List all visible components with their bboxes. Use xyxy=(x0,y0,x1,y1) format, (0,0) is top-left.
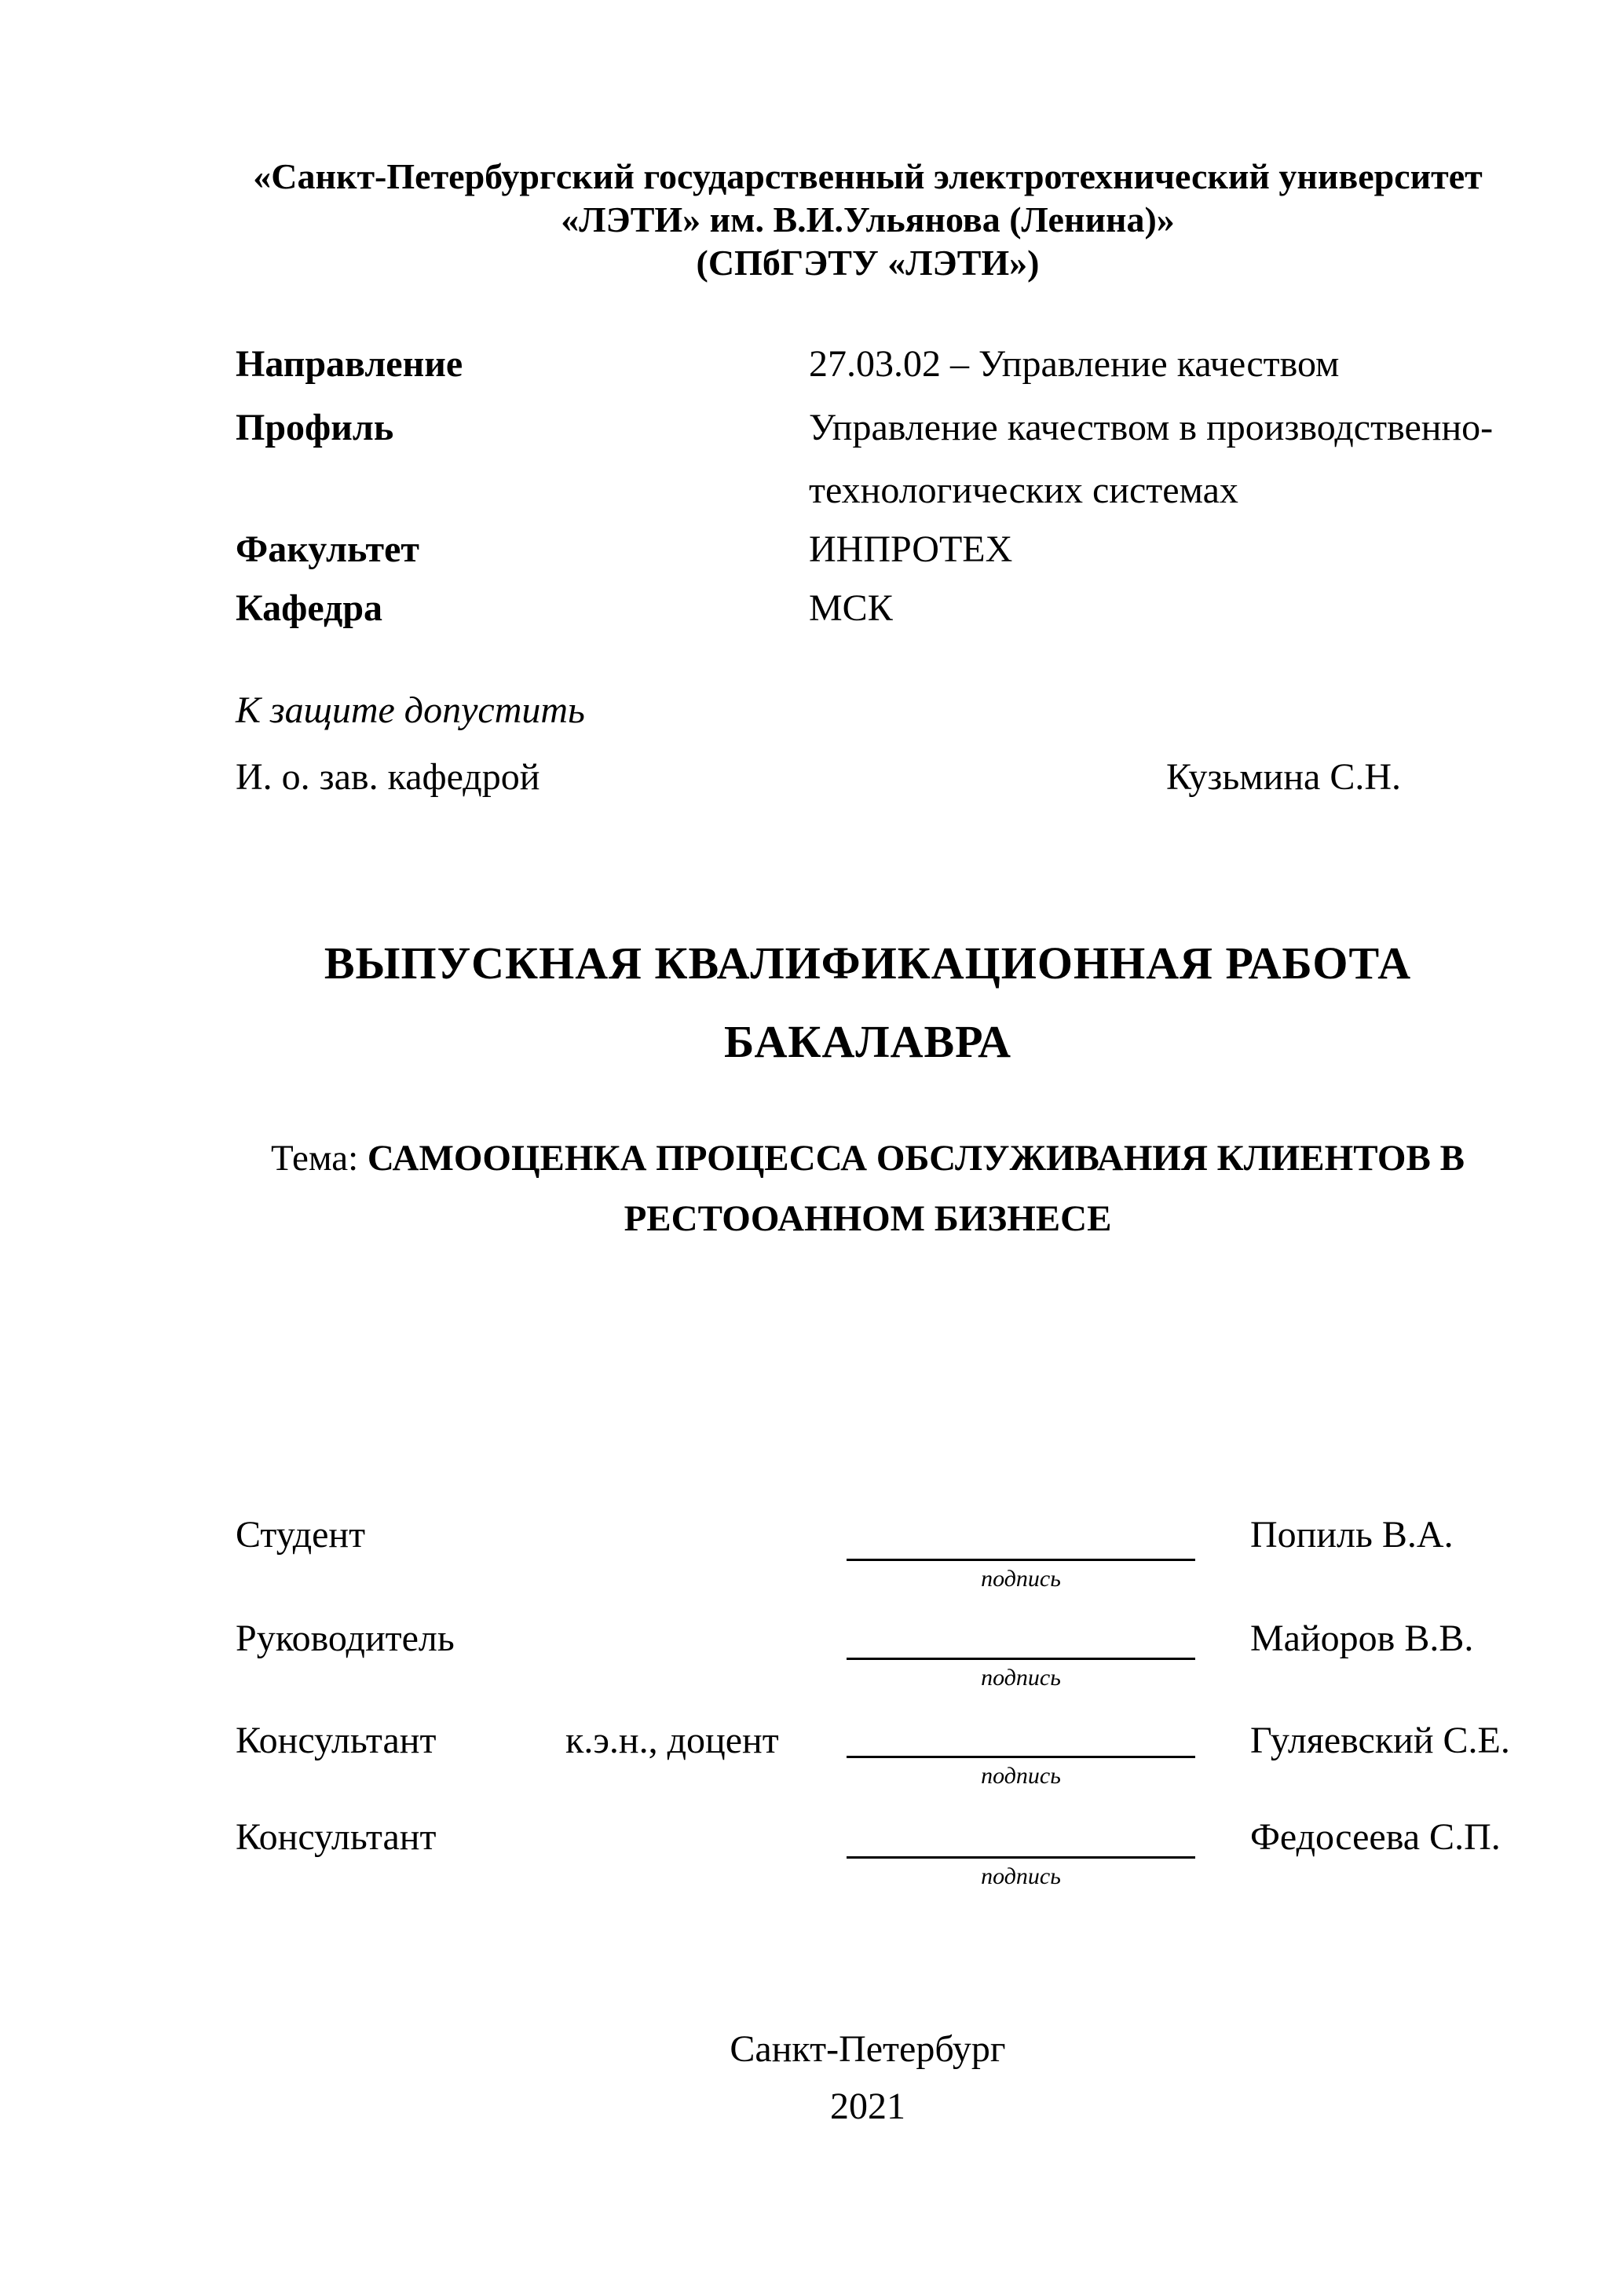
signature-line xyxy=(847,1658,1195,1660)
signature-role-supervisor: Руководитель xyxy=(236,1618,455,1659)
footer-city: Санкт-Петербург xyxy=(730,2028,1006,2070)
signature-role-consultant1: Консультант xyxy=(236,1720,437,1761)
signature-role-consultant2: Консультант xyxy=(236,1816,437,1858)
signature-line xyxy=(847,1756,1195,1758)
theme-text-line1: САМООЦЕНКА ПРОЦЕССА ОБСЛУЖИВАНИЯ КЛИЕНТОВ В xyxy=(367,1138,1465,1179)
university-name-line1: «Санкт-Петербургский государственный электротехнический университет xyxy=(253,156,1483,196)
work-title-line1: ВЫПУСКНАЯ КВАЛИФИКАЦИОННАЯ РАБОТА xyxy=(324,938,1412,989)
signature-line xyxy=(847,1856,1195,1859)
department-label: Кафедра xyxy=(236,587,383,629)
signature-caption: подпись xyxy=(981,1863,1061,1889)
supervisor-name: Майоров В.В. xyxy=(1250,1618,1474,1659)
theme-label: Тема: xyxy=(271,1138,368,1179)
signature-caption: подпись xyxy=(981,1566,1061,1592)
faculty-value: ИНПРОТЕХ xyxy=(809,528,1013,570)
signature-caption: подпись xyxy=(981,1665,1061,1691)
signature-caption: подпись xyxy=(981,1763,1061,1789)
profile-value-line2: технологических системах xyxy=(809,470,1238,511)
work-title-line2: БАКАЛАВРА xyxy=(723,1016,1012,1067)
department-head-name: Кузьмина С.Н. xyxy=(1166,756,1401,798)
profile-value-line1: Управление качеством в производственно- xyxy=(809,407,1494,448)
direction-label: Направление xyxy=(236,343,463,385)
direction-value: 27.03.02 – Управление качеством xyxy=(809,343,1340,385)
department-value: МСК xyxy=(809,587,893,629)
department-head-position: И. о. зав. кафедрой xyxy=(236,756,540,798)
consultant1-name: Гуляевский С.Е. xyxy=(1250,1720,1510,1761)
university-abbreviation: (СПбГЭТУ «ЛЭТИ») xyxy=(696,243,1040,283)
university-name-line2: «ЛЭТИ» им. В.И.Ульянова (Ленина)» xyxy=(561,199,1175,239)
signature-line xyxy=(847,1559,1195,1561)
admission-note: К защите допустить xyxy=(236,689,585,731)
footer-year: 2021 xyxy=(830,2086,905,2127)
student-name: Попиль В.А. xyxy=(1250,1514,1454,1556)
consultant1-qualification: к.э.н., доцент xyxy=(565,1720,779,1761)
theme-text-line2: РЕСТООАННОМ БИЗНЕСЕ xyxy=(624,1198,1112,1239)
profile-label: Профиль xyxy=(236,407,394,448)
university-header xyxy=(236,155,1500,284)
theme-line1 xyxy=(236,1134,1500,1183)
consultant2-name: Федосеева С.П. xyxy=(1250,1816,1501,1858)
faculty-label: Факультет xyxy=(236,528,419,570)
signature-role-student: Студент xyxy=(236,1514,366,1556)
